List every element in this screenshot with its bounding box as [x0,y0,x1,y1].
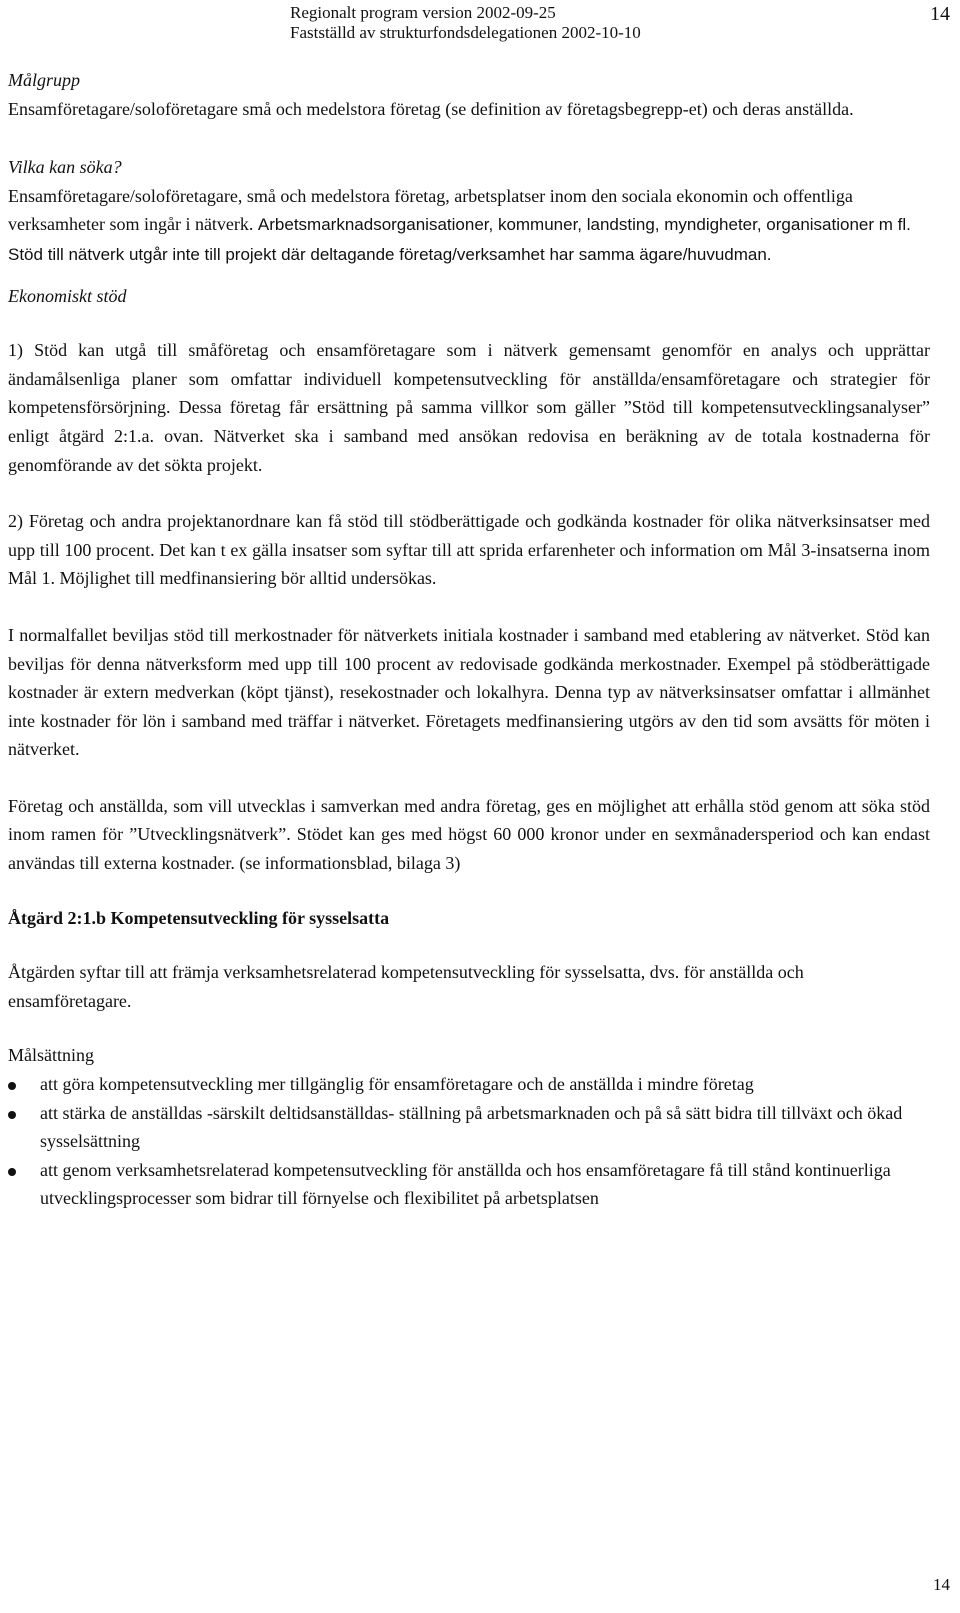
list-item [8,1156,930,1213]
atgard-section [8,904,930,1016]
bullet-icon [8,1082,16,1090]
ekonomiskt-paragraph-1: 1) Stöd kan utgå till småföretag och ensamföretagare som i nätverk gemensamt genomför en analys och upprättar ändamålsenliga planer som omfattar individuell kompetensutveckling för anställda/ensamföretagare och strategier för kompetensförsörjning. Dessa företag får ersättning på samma villkor som gäller ”Stöd till kompetensutvecklingsanalyser” enligt åtgärd 2:1.a. ovan. Nätverket ska i samband med ansökan redovisa en beräkning av de totala kostnaderna för genomförande av det sökta projekt. [8,340,930,475]
document-body [8,66,930,1213]
list-item [8,1070,930,1099]
vilka-text-serif: Ensamföretagare/soloföretagare, små och medelstora företag, arbetsplatser inom den sociala ekonomin och offentliga verksamheter som ingår i nätverk. [8,185,853,235]
vilka-text [8,182,930,270]
ekonomiskt-paragraph-4: Företag och anställda, som vill utvecklas i samverkan med andra företag, ges en möjlighet att erhålla stöd genom att söka stöd inom ramen för ”Utvecklingsnätverk”. Stödet kan ges med högst 60 000 kronor under en sexmånadersperiod och kan endast användas till externa kostnader. (se informationsblad, bilaga 3) [8,795,930,874]
vilka-heading: Vilka kan söka? [8,157,122,178]
malsattning-heading: Målsättning [8,1045,94,1066]
malgrupp-heading: Målgrupp [8,70,80,90]
malgrupp-text: Ensamföretagare/soloföretagare små och medelstora företag (se definition av företagsbegrepp-et) och deras anställda. [8,98,854,119]
ekonomiskt-paragraph-3: I normalfallet beviljas stöd till merkostnader för nätverkets initiala kostnader i samband med etablering av nätverket. Stöd kan beviljas för denna nätverksform med upp till 100 procent av redovisade godkända merkostnader. Exempel på stödberättigade kostnader är extern medverkan (köpt tjänst), resekostnader och lokalhyra. Denna typ av nätverksinsatser omfattar i allmänhet inte kostnader för lön i samband med träffar i nätverket. Företagets medfinansiering utgörs av den tid som avsätts för möten i nätverket. [8,624,930,760]
list-item [8,1099,930,1156]
established-date-line: Fastställd av strukturfondsdelegationen 2002-10-10 [290,23,641,42]
header-page-number: 14 [930,3,950,25]
ekonomiskt-heading: Ekonomiskt stöd [8,285,127,306]
page-header [0,2,960,42]
bullet-icon [8,1168,16,1176]
list-item-text: att stärka de anställdas -särskilt deltidsanställdas- ställning på arbetsmarknaden och på så sätt bidra till tillväxt och ökad sysselsättning [40,1102,903,1152]
ekonomiskt-section [8,282,930,878]
vilka-section [8,153,930,269]
list-item-text: att göra kompetensutveckling mer tillgänglig för ensamföretagare och de anställda i mindre företag [40,1074,754,1095]
atgard-intro: Åtgärden syftar till att främja verksamhetsrelaterad kompetensutveckling för sysselsatta, dvs. för anställda och ensamföretagare. [8,962,804,1011]
vilka-text-sans: Arbetsmarknadsorganisationer, kommuner, landsting, myndigheter, organisationer m fl. Stöd till nätverk utgår inte till projekt där deltagande företag/verksamhet har samma ägare/huvudman. [8,215,911,264]
bullet-icon [8,1111,16,1119]
malsattning-section [8,1041,930,1213]
atgard-heading: Åtgärd 2:1.b Kompetensutveckling för sysselsatta [8,907,390,928]
list-item-text: att genom verksamhetsrelaterad kompetensutveckling för anställda och hos ensamföretagare få till stånd kontinuerliga utvecklingsprocesser som bidrar till förnyelse och flexibilitet på arbetsplatsen [40,1159,891,1209]
malgrupp-section [8,66,930,123]
footer-page-number: 14 [933,1575,950,1594]
ekonomiskt-paragraph-2: 2) Företag och andra projektanordnare kan få stöd till stödberättigade och godkända kostnader för olika nätverksinsatser med upp till 100 procent. Det kan t ex gälla insatser som syftar till att sprida erfarenheter och information om Mål 3-insatserna inom Mål 1. Möjlighet till medfinansiering bör alltid undersökas. [8,511,930,589]
malsattning-list [8,1070,930,1213]
program-version-line: Regionalt program version 2002-09-25 [290,3,556,22]
